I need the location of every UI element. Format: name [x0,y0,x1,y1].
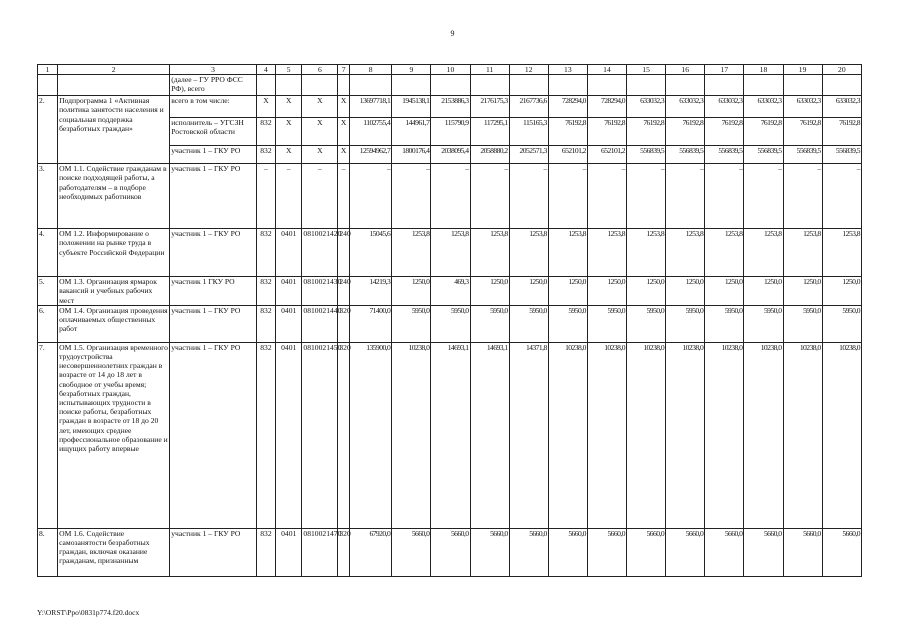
csr-code: Х [302,118,338,146]
amount-cell: 5660,0 [470,528,509,576]
rzpr-code: 0401 [275,277,301,306]
amount-cell: 1945138,1 [392,96,431,118]
amount-cell: – [627,164,666,229]
amount-cell: 14693,1 [470,342,509,528]
amount-cell: 76192,8 [627,118,666,146]
amount-cell: 1250,0 [470,277,509,306]
amount-cell: 76192,8 [705,118,744,146]
amount-cell: 2058880,2 [470,146,509,164]
table-row [38,75,862,96]
csr-code: 0810021450 [302,342,338,528]
amount-cell [349,75,391,96]
table-row [38,342,862,528]
measure-name: ОМ 1.6. Содействие самозанятости безработных граждан, включая оказание гражданам, признанным [58,528,170,576]
amount-cell: 71400,0 [349,305,391,342]
amount-cell: 2052571,3 [509,146,548,164]
amount-cell: 1253,8 [744,229,783,277]
amount-cell: 1253,8 [666,229,705,277]
amount-cell: 115165,3 [509,118,548,146]
amount-cell: 5950,0 [509,305,548,342]
vr-code [338,75,350,96]
csr-code: 0810021420 [302,229,338,277]
row-number: 7. [38,342,58,528]
amount-cell [431,75,470,96]
amount-cell: 728294,0 [587,96,626,118]
amount-cell: 10238,0 [744,342,783,528]
table-row [38,528,862,576]
amount-cell [587,75,626,96]
executor-cell: участник 1 – ГКУ РО [170,146,257,164]
amount-cell: 469,3 [431,277,470,306]
amount-cell: 5660,0 [392,528,431,576]
amount-cell: 14371,8 [509,342,548,528]
column-number: 3 [170,65,257,75]
amount-cell: – [822,164,861,229]
amount-cell: 5660,0 [744,528,783,576]
amount-cell: 5950,0 [783,305,822,342]
amount-cell: 115790,9 [431,118,470,146]
amount-cell: 76192,8 [744,118,783,146]
executor-cell: участник 1 – ГКУ РО [170,164,257,229]
column-number: 4 [256,65,275,75]
amount-cell: 633032,3 [705,96,744,118]
amount-cell: 1250,0 [509,277,548,306]
amount-cell: – [392,164,431,229]
amount-cell [705,75,744,96]
amount-cell: – [744,164,783,229]
csr-code: Х [302,96,338,118]
row-number: 5. [38,277,58,306]
amount-cell: 10238,0 [822,342,861,528]
measure-name [58,75,170,96]
amount-cell: 556839,5 [705,146,744,164]
amount-cell: 5660,0 [587,528,626,576]
amount-cell: 5660,0 [822,528,861,576]
executor-cell: (далее – ГУ РРО ФСС РФ), всего [170,75,257,96]
rzpr-code: Х [275,146,301,164]
amount-cell: 76192,8 [783,118,822,146]
column-number: 10 [431,65,470,75]
amount-cell: 1250,0 [666,277,705,306]
amount-cell: 10238,0 [627,342,666,528]
csr-code [302,75,338,96]
amount-cell: 14693,1 [431,342,470,528]
amount-cell: – [470,164,509,229]
amount-cell: 117295,1 [470,118,509,146]
amount-cell: 13697718,1 [349,96,391,118]
amount-cell: 1250,0 [627,277,666,306]
amount-cell: 5660,0 [548,528,587,576]
vr-code: Х [338,96,350,118]
grbs-code: 832 [256,146,275,164]
amount-cell: 1253,8 [705,229,744,277]
executor-cell: участник 1 – ГКУ РО [170,229,257,277]
amount-cell: 556839,5 [666,146,705,164]
row-number: 2. [38,96,58,164]
row-number [38,75,58,96]
amount-cell: 10238,0 [705,342,744,528]
amount-cell: 5660,0 [627,528,666,576]
csr-code: 0810021430 [302,277,338,306]
table-row [38,229,862,277]
rzpr-code: 0401 [275,305,301,342]
vr-code: Х [338,146,350,164]
amount-cell [666,75,705,96]
amount-cell: 556839,5 [783,146,822,164]
amount-cell: 15045,6 [349,229,391,277]
table-row [38,164,862,229]
amount-cell: 5950,0 [705,305,744,342]
rzpr-code: 0401 [275,342,301,528]
row-number: 3. [38,164,58,229]
amount-cell: 652101,2 [548,146,587,164]
executor-cell: участник 1 – ГКУ РО [170,342,257,528]
column-number: 11 [470,65,509,75]
column-number: 17 [705,65,744,75]
amount-cell: 1253,8 [783,229,822,277]
column-number: 15 [627,65,666,75]
grbs-code: 832 [256,118,275,146]
rzpr-code: Х [275,96,301,118]
grbs-code: – [256,164,275,229]
row-number: 4. [38,229,58,277]
amount-cell: 2167736,6 [509,96,548,118]
column-number: 12 [509,65,548,75]
amount-cell: 5950,0 [392,305,431,342]
amount-cell: 556839,5 [627,146,666,164]
table-row [38,277,862,306]
grbs-code: 832 [256,277,275,306]
column-number: 5 [275,65,301,75]
amount-cell: 10238,0 [548,342,587,528]
executor-cell: участник 1 – ГКУ РО [170,305,257,342]
csr-code: Х [302,146,338,164]
rzpr-code [275,75,301,96]
column-number: 13 [548,65,587,75]
column-number-row [38,65,862,75]
amount-cell: 5660,0 [705,528,744,576]
measure-name: ОМ 1.1. Содействие гражданам в поиске подходящей работы, а работодателям – в подборе необходимых работников [58,164,170,229]
vr-code: – [338,164,350,229]
amount-cell: 135900,0 [349,342,391,528]
row-number: 8. [38,528,58,576]
amount-cell: 1253,8 [470,229,509,277]
amount-cell [744,75,783,96]
amount-cell: 5950,0 [744,305,783,342]
executor-cell: участник 1 ГКУ РО [170,277,257,306]
measure-name: ОМ 1.4. Организация проведения оплачиваемых общественных работ [58,305,170,342]
measure-name: ОМ 1.3. Организация ярмарок вакансий и учебных рабочих мест [58,277,170,306]
amount-cell: 5950,0 [666,305,705,342]
page-number: 9 [450,29,455,38]
vr-code: 240 [338,277,350,306]
amount-cell: 1253,8 [587,229,626,277]
amount-cell: 76192,8 [548,118,587,146]
amount-cell: – [783,164,822,229]
amount-cell: 1253,8 [627,229,666,277]
amount-cell: 76192,8 [587,118,626,146]
amount-cell: – [666,164,705,229]
amount-cell: – [705,164,744,229]
csr-code: – [302,164,338,229]
amount-cell: – [587,164,626,229]
amount-cell: 633032,3 [666,96,705,118]
amount-cell [822,75,861,96]
csr-code: 0810021470 [302,528,338,576]
amount-cell: 5660,0 [509,528,548,576]
column-number: 16 [666,65,705,75]
amount-cell: 652101,2 [587,146,626,164]
amount-cell [548,75,587,96]
amount-cell [392,75,431,96]
column-number: 1 [38,65,58,75]
amount-cell: 12594962,7 [349,146,391,164]
column-number: 7 [338,65,350,75]
vr-code: 320 [338,342,350,528]
amount-cell: 5950,0 [627,305,666,342]
amount-cell: 1250,0 [587,277,626,306]
amount-cell: 5950,0 [587,305,626,342]
table-row [38,96,862,118]
amount-cell: 633032,3 [783,96,822,118]
amount-cell: 1800176,4 [392,146,431,164]
column-number: 14 [587,65,626,75]
column-number: 2 [58,65,170,75]
grbs-code: Х [256,96,275,118]
grbs-code: 832 [256,229,275,277]
column-number: 20 [822,65,861,75]
measure-name: ОМ 1.2. Информирование о положении на рынке труда в субъекте Российской Федерации [58,229,170,277]
grbs-code [256,75,275,96]
grbs-code: 832 [256,342,275,528]
amount-cell: 10238,0 [783,342,822,528]
amount-cell: 1250,0 [822,277,861,306]
amount-cell [470,75,509,96]
column-number: 18 [744,65,783,75]
amount-cell: 5660,0 [666,528,705,576]
measure-name: ОМ 1.5. Организация временного трудоустройства несовершеннолетних граждан в возрасте от 14 до 18 лет в свободное от учебы время; безработных граждан, испытывающих трудности в поиске работы, безработных граждан в возрасте от 18 до 20 лет, имеющих среднее профессиональное образование и ищущих работу впервые [58,342,170,528]
amount-cell: 144961,7 [392,118,431,146]
executor-cell: участник 1 – ГКУ РО [170,528,257,576]
amount-cell: 1253,8 [392,229,431,277]
grbs-code: 832 [256,305,275,342]
vr-code: 240 [338,229,350,277]
amount-cell: 728294,0 [548,96,587,118]
column-number: 8 [349,65,391,75]
column-number: 19 [783,65,822,75]
amount-cell: 633032,3 [744,96,783,118]
amount-cell: 5950,0 [548,305,587,342]
amount-cell: 5660,0 [431,528,470,576]
amount-cell: 1250,0 [392,277,431,306]
executor-cell: исполнитель – УГСЗН Ростовской области [170,118,257,146]
amount-cell: 1250,0 [783,277,822,306]
amount-cell: 556839,5 [744,146,783,164]
budget-table [37,64,862,577]
measure-name: Подпрограмма 1 «Активная политика занятости населения и социальная поддержка безработных граждан» [58,96,170,164]
vr-code: Х [338,118,350,146]
amount-cell: 2038095,4 [431,146,470,164]
amount-cell: 1253,8 [509,229,548,277]
amount-cell: 1253,8 [822,229,861,277]
amount-cell: 633032,3 [822,96,861,118]
amount-cell: 5950,0 [431,305,470,342]
amount-cell [627,75,666,96]
amount-cell: 14219,3 [349,277,391,306]
amount-cell: 633032,3 [627,96,666,118]
column-number: 9 [392,65,431,75]
amount-cell: 76192,8 [822,118,861,146]
amount-cell: 10238,0 [666,342,705,528]
amount-cell: 5950,0 [470,305,509,342]
amount-cell: 1253,8 [431,229,470,277]
amount-cell: 1250,0 [548,277,587,306]
amount-cell: 1253,8 [548,229,587,277]
rzpr-code: – [275,164,301,229]
amount-cell: – [548,164,587,229]
amount-cell: 76192,8 [666,118,705,146]
csr-code: 0810021440 [302,305,338,342]
row-number: 6. [38,305,58,342]
amount-cell: 1250,0 [705,277,744,306]
grbs-code: 832 [256,528,275,576]
amount-cell: 10238,0 [392,342,431,528]
amount-cell: 2153886,3 [431,96,470,118]
amount-cell: – [431,164,470,229]
vr-code: 320 [338,528,350,576]
file-path: Y:\ORST\Ppo\0831p774.f20.docx [37,608,140,617]
amount-cell [509,75,548,96]
amount-cell: – [509,164,548,229]
amount-cell: 2176175,3 [470,96,509,118]
amount-cell: 10238,0 [587,342,626,528]
amount-cell: 1102755,4 [349,118,391,146]
table-row [38,305,862,342]
amount-cell: 1250,0 [744,277,783,306]
rzpr-code: Х [275,118,301,146]
vr-code: 320 [338,305,350,342]
rzpr-code: 0401 [275,229,301,277]
column-number: 6 [302,65,338,75]
amount-cell: 5660,0 [783,528,822,576]
amount-cell [783,75,822,96]
amount-cell: – [349,164,391,229]
amount-cell: 556839,5 [822,146,861,164]
rzpr-code: 0401 [275,528,301,576]
amount-cell: 5950,0 [822,305,861,342]
amount-cell: 67920,0 [349,528,391,576]
executor-cell: всего в том числе: [170,96,257,118]
